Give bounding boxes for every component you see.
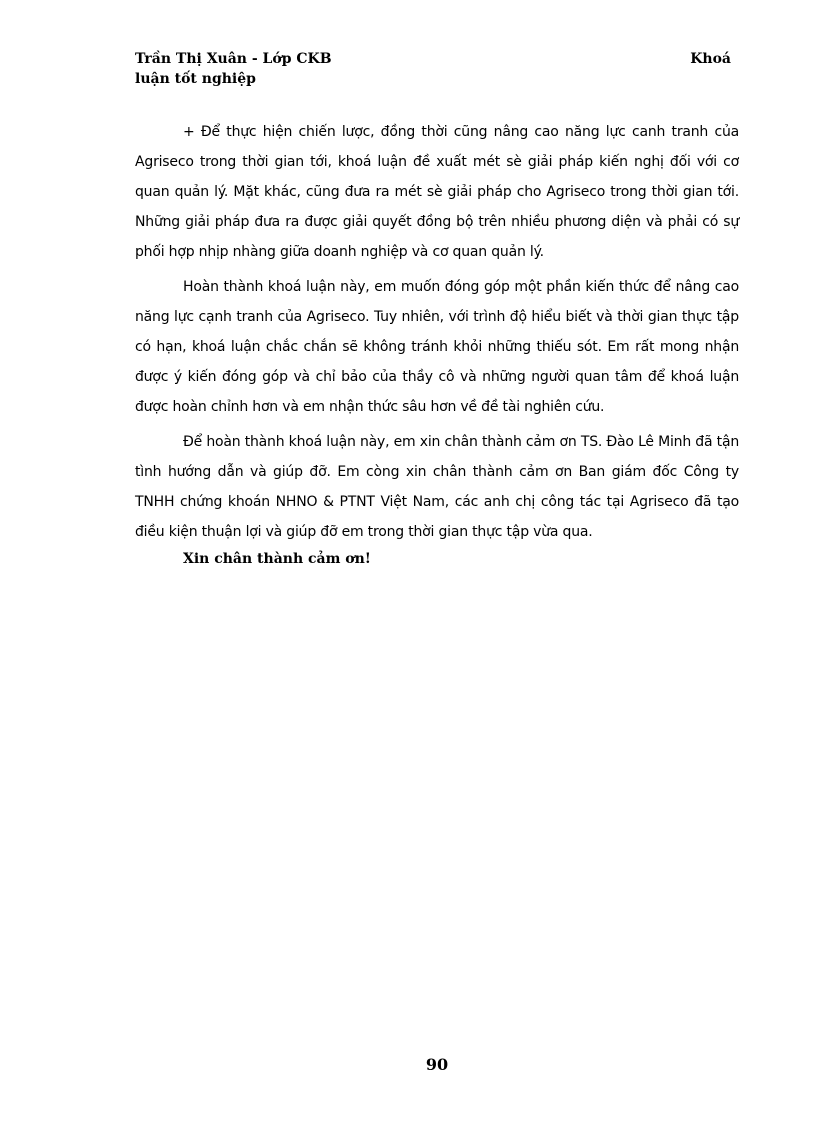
paragraph-contribution: Hoàn thành khoá luận này, em muốn đóng góp một phần kiến thức để nâng cao năng lực cạnh tranh của Agriseco. Tuy nhiên, với trình độ hiểu biết và thời gian thực tập có hạn, khoá luận chắc chắn sẽ không tránh khỏi những thiếu sót. Em rất mong nhận được ý kiến đóng góp và chỉ bảo của thầy cô và những người quan tâm để khoá luận được hoàn chỉnh hơn và em nhận thức sâu hơn về đề tài nghiên cứu. bbox=[135, 279, 739, 415]
page-number: 90 bbox=[425, 1055, 449, 1074]
paragraph-strategy: + Để thực hiện chiến lược, đồng thời cũng nâng cao năng lực canh tranh của Agriseco trong thời gian tới, khoá luận đề xuất mét sè giải pháp kiến nghị đối với cơ quan quản lý. Mặt khác, cũng đưa ra mét sè giải pháp cho Agriseco trong thời gian tới. Những giải pháp đưa ra được giải quyết đồng bộ trên nhiều phương diện và phải có sự phối hợp nhịp nhàng giữa doanh nghiệp và cơ quan quản lý. bbox=[135, 124, 739, 260]
closing-thanks: Xin chân thành cảm ơn! bbox=[183, 551, 371, 567]
body-text bbox=[135, 117, 739, 552]
paragraph-acknowledgement: Để hoàn thành khoá luận này, em xin chân thành cảm ơn TS. Đào Lê Minh đã tận tình hướng dẫn và giúp đỡ. Em còng xin chân thành cảm ơn Ban giám đốc Công ty TNHH chứng khoán NHNO & PTNT Việt Nam, các anh chị công tác tại Agriseco đã tạo điều kiện thuận lợi và giúp đỡ em trong thời gian thực tập vừa qua. bbox=[135, 434, 739, 540]
header-title-start: Khoá bbox=[690, 51, 731, 67]
header-author: Trần Thị Xuân - Lớp CKB bbox=[135, 51, 332, 67]
header-row bbox=[135, 49, 731, 69]
header-title-end: luận tốt nghiệp bbox=[135, 71, 256, 87]
page-header bbox=[135, 49, 731, 89]
